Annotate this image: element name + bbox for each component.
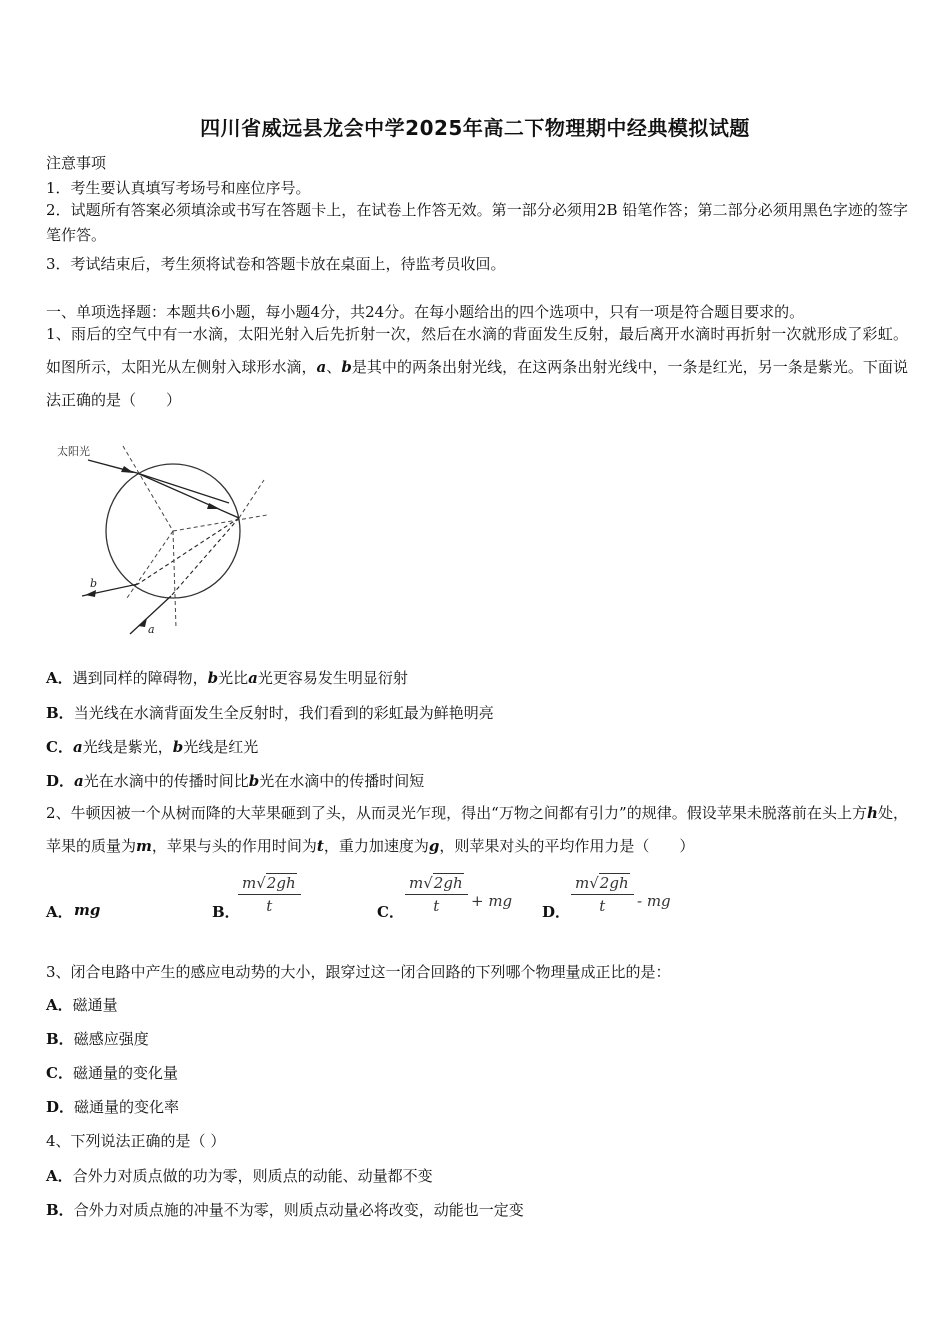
q3-option-d: D．磁通量的变化率 bbox=[46, 1098, 180, 1116]
page-title: 四川省威远县龙会中学2025年高二下物理期中经典模拟试题 bbox=[200, 116, 750, 140]
q2-d-fraction: $\frac{m√2gh}{t}$ bbox=[571, 874, 634, 915]
refracted-arrow-icon bbox=[207, 503, 220, 509]
question-2-stem: 2、牛顿因被一个从树而降的大苹果砸到了头，从而灵光乍现，得出“万物之间都有引力”的规律。假设苹果未脱落前在头上方h处，苹果的质量为m，苹果与头的作用时间为t，重力加速度为g，则苹果对头的平均作用力是（ ） bbox=[46, 804, 908, 855]
var-b: b bbox=[341, 358, 352, 376]
normal-line-3 bbox=[173, 531, 176, 628]
q3-option-a: A．磁通量 bbox=[46, 996, 118, 1014]
q1-option-b: B．当光线在水滴背面发生全反射时，我们看到的彩虹最为鲜艳明亮 bbox=[46, 704, 494, 722]
normal-line-1 bbox=[123, 446, 173, 531]
normal-line-2 bbox=[173, 515, 267, 531]
notice-item-3: 3．考试结束后，考生须将试卷和答题卡放在桌面上，待监考员收回。 bbox=[46, 255, 506, 273]
normal-line-5 bbox=[239, 480, 264, 518]
notice-item-1: 1．考生要认真填写考场号和座位序号。 bbox=[46, 179, 311, 197]
q3-option-c: C．磁通量的变化量 bbox=[46, 1064, 178, 1082]
raindrop-refraction-diagram bbox=[52, 438, 282, 644]
q1-option-a: A．遇到同样的障碍物，b光比a光更容易发生明显衍射 bbox=[46, 669, 408, 687]
ray-label-b: b bbox=[90, 577, 98, 590]
q2-c-fraction: $\frac{m√2gh}{t}$ bbox=[405, 874, 468, 915]
refracted-ray-2 bbox=[137, 473, 229, 503]
q1-option-c: C．a光线是紫光，b光线是红光 bbox=[46, 738, 259, 756]
sunlight-label: 太阳光 bbox=[57, 445, 90, 458]
ray-label-a: a bbox=[148, 623, 155, 636]
q2-options: A． mg B． $\frac{m√2gh}{t}$ C． $\frac{m√2gh}{t}$ + mg D． $\frac{m√2gh}{t}$ - mg bbox=[46, 874, 671, 921]
question-1-stem: 1、雨后的空气中有一水滴，太阳光射入后先折射一次，然后在水滴的背面发生反射，最后离开水滴时再折射一次就形成了彩虹。如图所示，太阳光从左侧射入球形水滴，a、b是其中的两条出射光线，在这两条出射光线中，一条是红光，另一条是紫光。下面说法正确的是（ ） bbox=[46, 325, 908, 409]
q1-option-d: D．a光在水滴中的传播时间比b光在水滴中的传播时间短 bbox=[46, 772, 425, 790]
q3-option-b: B．磁感应强度 bbox=[46, 1030, 149, 1048]
q2-b-fraction: $\frac{m√2gh}{t}$ bbox=[238, 874, 301, 915]
incident-arrow-icon bbox=[121, 466, 134, 473]
notice-heading: 注意事项 bbox=[46, 154, 107, 172]
question-4-stem: 4、下列说法正确的是（ ） bbox=[46, 1132, 226, 1150]
question-3-stem: 3、闭合电路中产生的感应电动势的大小，跟穿过这一闭合回路的下列哪个物理量成正比的是： bbox=[46, 963, 671, 981]
exit-arrow-a-icon bbox=[138, 618, 147, 627]
normal-line-4 bbox=[127, 531, 173, 598]
var-a: a bbox=[316, 358, 327, 376]
section-header: 一、单项选择题：本题共6小题，每小题4分，共24分。在每小题给出的四个选项中，只有一项是符合题目要求的。 bbox=[46, 303, 805, 321]
q4-option-b: B．合外力对质点施的冲量不为零，则质点动量必将改变，动能也一定变 bbox=[46, 1201, 524, 1219]
q4-option-a: A．合外力对质点做的功为零，则质点的动能、动量都不变 bbox=[46, 1167, 433, 1185]
notice-item-2: 2．试题所有答案必须填涂或书写在答题卡上，在试卷上作答无效。第一部分必须用2B 铅笔作答；第二部分必须用黑色字迹的签字笔作答。 bbox=[46, 201, 908, 244]
exit-arrow-b-icon bbox=[85, 590, 96, 597]
